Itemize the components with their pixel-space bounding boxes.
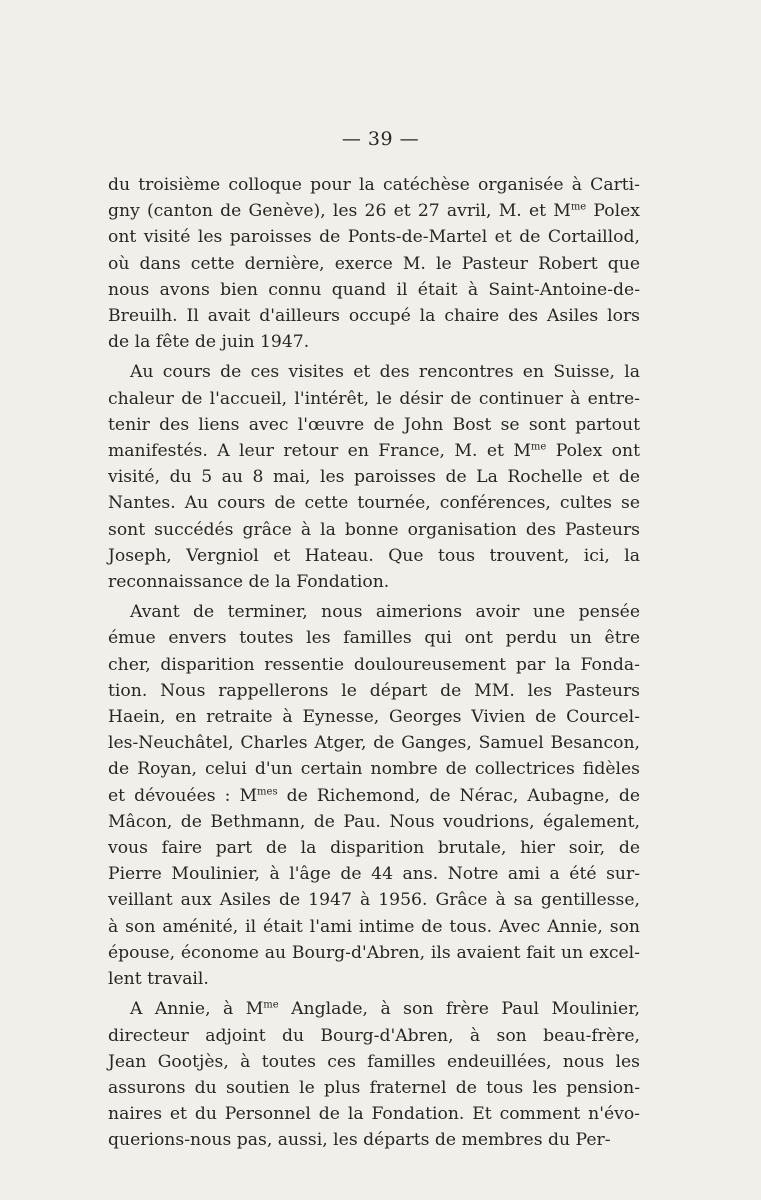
text-line: les-Neuchâtel, Charles Atger, de Ganges, Samuel Besancon, xyxy=(108,733,640,754)
text-line: Joseph, Vergniol et Hateau. Que tous trouvent, ici, la xyxy=(108,545,640,566)
text-line: lent travail. xyxy=(108,969,209,990)
text-line: nous avons bien connu quand il était à Saint-Antoine-de- xyxy=(108,279,640,300)
text-line: directeur adjoint du Bourg-d'Abren, à son beau-frère, xyxy=(108,1025,640,1046)
text-line: gny (canton de Genève), les 26 et 27 avril, M. et $M^{me}$ Polex xyxy=(108,201,640,222)
text-line: où dans cette dernière, exerce M. le Pasteur Robert que xyxy=(108,253,640,274)
text-line: Breuilh. Il avait d'ailleurs occupé la chaire des Asiles lors xyxy=(108,306,640,327)
text-line: Pierre Moulinier, à l'âge de 44 ans. Notre ami a été sur- xyxy=(108,864,640,885)
text-line: Mâcon, de Bethmann, de Pau. Nous voudrions, également, xyxy=(108,811,640,832)
text-line: vous faire part de la disparition brutale, hier soir, de xyxy=(108,838,640,859)
text-line: Avant de terminer, nous aimerions avoir une pensée xyxy=(130,602,640,623)
text-line: reconnaissance de la Fondation. xyxy=(108,572,390,593)
text-line: A Annie, à $M^{me}$ Anglade, à son frère Paul Moulinier, xyxy=(130,999,640,1020)
text-line: tion. Nous rappellerons le départ de MM. les Pasteurs xyxy=(108,680,640,701)
text-line: épouse, économe au Bourg-d'Abren, ils avaient fait un excel- xyxy=(108,942,640,963)
text-line: émue envers toutes les familles qui ont perdu un être xyxy=(108,628,640,649)
text-line: ont visité les paroisses de Ponts-de-Martel et de Cortaillod, xyxy=(108,227,640,248)
text-line: Jean Gootjès, à toutes ces familles endeuillées, nous les xyxy=(108,1051,640,1072)
paragraph xyxy=(108,172,640,355)
text-line: visité, du 5 au 8 mai, les paroisses de La Rochelle et de xyxy=(108,467,640,488)
text-line: cher, disparition ressentie douloureusement par la Fonda- xyxy=(108,654,640,675)
text-line: de Royan, celui d'un certain nombre de collectrices fidèles xyxy=(108,759,640,780)
text-line: Haein, en retraite à Eynesse, Georges Vivien de Courcel- xyxy=(108,707,640,728)
text-line: assurons du soutien le plus fraternel de tous les pension- xyxy=(108,1077,640,1098)
paragraph xyxy=(108,359,640,595)
text-line: sont succédés grâce à la bonne organisation des Pasteurs xyxy=(108,519,640,540)
text-line: querions-nous pas, aussi, les départs de membres du Per- xyxy=(108,1130,611,1151)
text-line: Nantes. Au cours de cette tournée, conférences, cultes se xyxy=(108,493,640,514)
text-line: Au cours de ces visites et des rencontres en Suisse, la xyxy=(130,362,640,383)
text-line: veillant aux Asiles de 1947 à 1956. Grâce à sa gentillesse, xyxy=(108,890,640,911)
text-line: tenir des liens avec l'œuvre de John Bost se sont partout xyxy=(108,414,640,435)
page-number: — 39 — xyxy=(341,128,420,150)
text-line: naires et du Personnel de la Fondation. Et comment n'évo- xyxy=(108,1104,640,1125)
text-line: chaleur de l'accueil, l'intérêt, le désir de continuer à entre- xyxy=(108,388,640,409)
paragraph xyxy=(108,996,640,1153)
text-line: à son aménité, il était l'ami intime de tous. Avec Annie, son xyxy=(108,916,640,937)
text-line: et dévouées : $M^{mes}$ de Richemond, de Nérac, Aubagne, de xyxy=(108,785,640,806)
text-line: du troisième colloque pour la catéchèse organisée à Carti- xyxy=(108,175,640,195)
body-text xyxy=(108,172,640,1158)
text-line: de la fête de juin 1947. xyxy=(108,332,310,353)
paragraph xyxy=(108,599,640,992)
text-line: manifestés. A leur retour en France, M. et $M^{me}$ Polex ont xyxy=(108,441,640,462)
